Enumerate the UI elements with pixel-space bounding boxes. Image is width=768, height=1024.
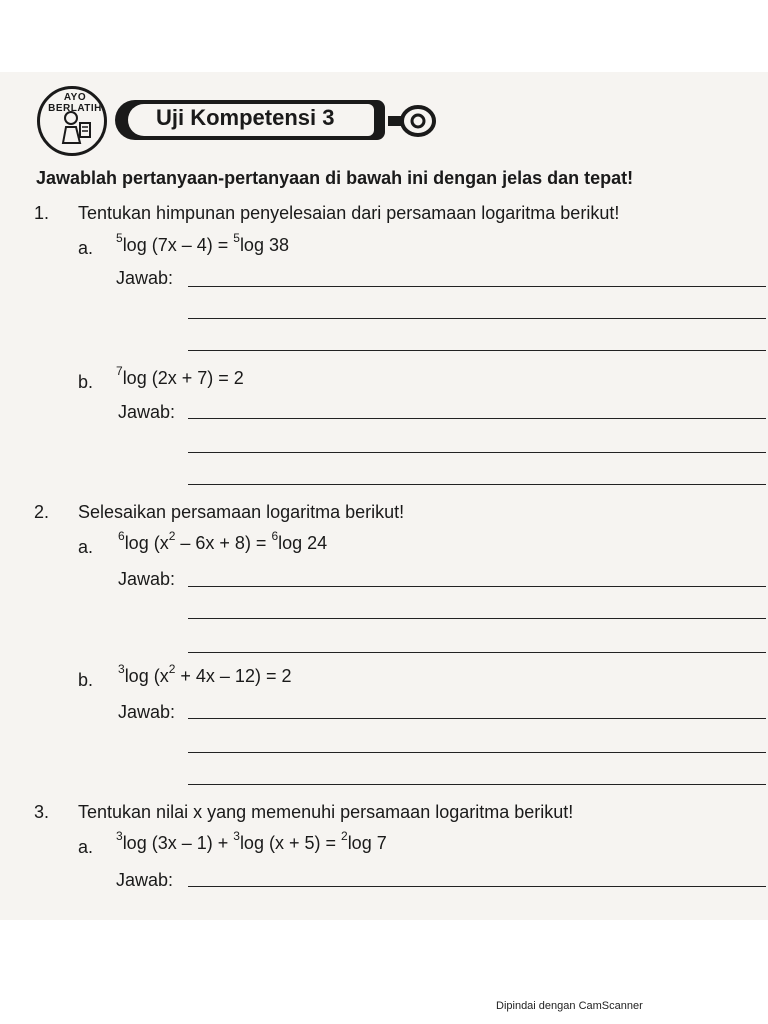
- question-1a-equation: $^5$log (7x – 4) = $^5$log 38: [116, 231, 289, 255]
- question-1-text: Tentukan himpunan penyelesaian dari persamaan logaritma berikut!: [78, 203, 620, 223]
- answer-label: Jawab:: [118, 702, 176, 722]
- question-2a-equation: $^6$log $(x^2 - 6x + 8) = ^6\log$ 24: [118, 529, 328, 553]
- question-2a-letter: a.: [78, 537, 94, 557]
- question-3-text: Tentukan nilai x yang memenuhi persamaan logaritma berikut!: [78, 802, 574, 822]
- question-1-number: 1.: [34, 203, 50, 223]
- question-2b-equation: $^3$log $(x^2 + 4x - 12) = 2$: [118, 662, 292, 686]
- answer-line[interactable]: [188, 586, 766, 587]
- question-2-text: Selesaikan persamaan logaritma berikut!: [78, 502, 405, 522]
- answer-line[interactable]: [188, 752, 766, 753]
- question-3a-equation: $^3$log (3x – 1) + $^3$log (x + 5) = $^2$log 7: [116, 829, 387, 853]
- answer-line[interactable]: [188, 886, 766, 887]
- question-3a-letter: a.: [78, 837, 94, 857]
- question-1a-letter: a.: [78, 238, 94, 258]
- answer-line[interactable]: [188, 484, 766, 485]
- answer-label: Jawab:: [116, 268, 174, 288]
- answer-line[interactable]: [188, 652, 766, 653]
- scanned-page: [0, 72, 768, 920]
- answer-label: Jawab:: [118, 569, 176, 589]
- badge-label: AYO BERLATIH: [48, 92, 102, 114]
- question-1b-equation: $^7$log (2x + 7) = 2: [116, 364, 244, 388]
- scanner-watermark: Dipindai dengan CamScanner: [496, 1000, 643, 1012]
- answer-line[interactable]: [188, 286, 766, 287]
- answer-line[interactable]: [188, 418, 766, 419]
- answer-line[interactable]: [188, 718, 766, 719]
- student-figure-icon: [58, 109, 92, 145]
- answer-label: Jawab:: [118, 402, 176, 422]
- instruction-text: Jawablah pertanyaan-pertanyaan di bawah ini dengan jelas dan tepat!: [36, 168, 634, 188]
- ayo-berlatih-badge: [37, 86, 107, 156]
- answer-line[interactable]: [188, 784, 766, 785]
- question-2-number: 2.: [34, 502, 50, 522]
- question-1b-letter: b.: [78, 372, 94, 392]
- answer-line[interactable]: [188, 618, 766, 619]
- banner-ring-icon: [388, 102, 436, 140]
- question-3-number: 3.: [34, 802, 50, 822]
- answer-label: Jawab:: [116, 870, 174, 890]
- page-title: Uji Kompetensi 3: [156, 105, 335, 130]
- answer-line[interactable]: [188, 452, 766, 453]
- question-2b-letter: b.: [78, 670, 94, 690]
- answer-line[interactable]: [188, 318, 766, 319]
- answer-line[interactable]: [188, 350, 766, 351]
